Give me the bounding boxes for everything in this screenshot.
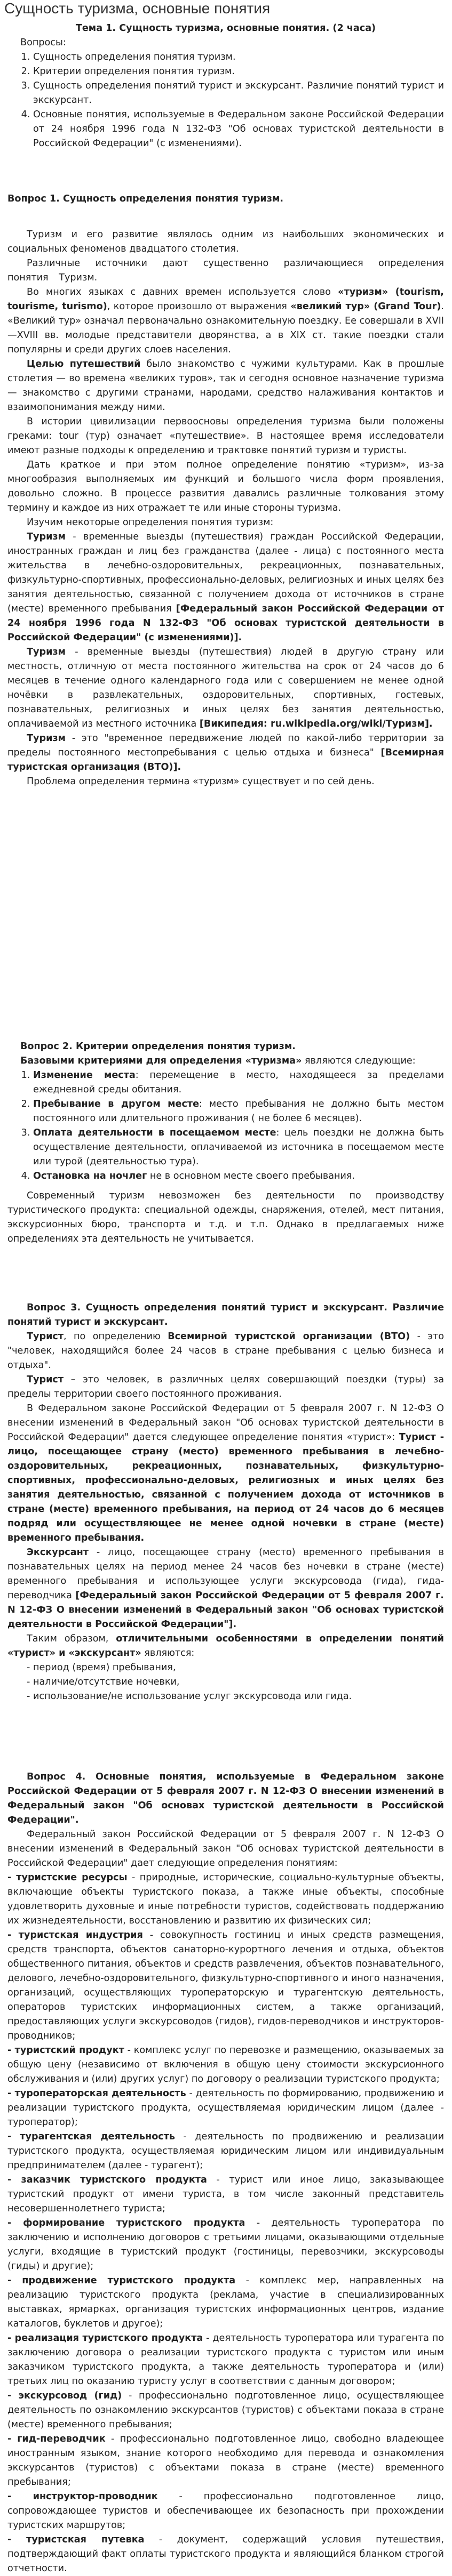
q1-paragraph: Во многих языках с давних времен используется слово «туризм» (tourism, tourisme, turismo), которое произошло от выражения «великий тур» (Grand Tour). «Великий тур» означал первоначально ознакомительную поездку. Ее совершали в XVII—XVIII вв. молодые представители дворянства, а в XIX ст. такие поездки стали популярны и среди других слоев населения.	[7, 287, 444, 355]
term-definition: - формирование туристского продукта - деятельность туроператора по заключению и исполнению договоров с третьими лицами, оказывающими отдельные услуги, входящие в туристский продукт (гостиницы, перевозчики, экскурсоводы (гиды) и другие);	[7, 2218, 444, 2272]
topic-section	[7, 21, 444, 151]
term-definition: - туроператорская деятельность - деятельность по формированию, продвижению и реализации туристского продукта, осуществляемая юридическим лицом (далее - туроператор);	[7, 2088, 444, 2128]
criteria-item: 4. Остановка на ночлег не в основном месте своего пребывания.	[33, 1169, 444, 1184]
question-item: 1. Сущность определения понятия туризм.	[33, 50, 444, 65]
q4-intro: Федеральный закон Российской Федерации от 5 февраля 2007 г. N 12-ФЗ О внесении изменений в Федеральный закон "Об основах туристской деятельности в Российской Федерации" дает следующие определения понятиям:	[7, 1829, 444, 1869]
question-item: 2. Критерии определения понятия туризм.	[33, 65, 444, 79]
q1-paragraph: Туризм и его развитие являлось одним из наибольших экономических и социальных феноменов двадцатого столетия.	[7, 229, 444, 254]
term-definition: - туристские ресурсы - природные, исторические, социально-культурные объекты, включающие объекты туристского показа, а также иные объекты, способные удовлетворить духовные и иные потребности туристов, содействовать поддержанию их жизнедеятельности, восстановлению и развитию их физических сил;	[7, 1872, 444, 1926]
criteria-item: 3. Оплата деятельности в посещаемом месте: цель поездки не должна быть осуществление деятельности, оплачиваемой из источника в посещаемом месте или турой (деятельностью тура).	[33, 1126, 444, 1169]
q1-section	[7, 192, 444, 789]
q1-paragraph: Целью путешествий было знакомство с чужими культурами. Как в прошлые столетия — во времена «великих туров», так и сегодня основное назначение туризма — знакомство с другими странами, народами, средство налаживания контактов и взаимопонимания между ними.	[7, 359, 444, 413]
questions-label: Вопросы:	[20, 37, 66, 48]
difference-item: - использование/не использование услуг экскурсовода или гида.	[27, 1691, 352, 1702]
term-definition: - продвижение туристского продукта - комплекс мер, направленных на реализацию туристского продукта (реклама, участие в специализированных выставках, ярмарках, организация туристских информационных центров, издание каталогов, буклетов и другое);	[7, 2275, 444, 2329]
q3-paragraph: Таким образом, отличительными особенностями в определении понятий «турист» и «экскурсант» являются:	[7, 1633, 444, 1659]
term-definition: - туристская путевка - документ, содержащий условия путешествия, подтверждающий факт оплаты туристского продукта и являющийся бланком строгой отчетности.	[7, 2534, 444, 2574]
difference-item: - период (время) пребывания,	[27, 1662, 176, 1673]
question-item: 4. Основные понятия, используемые в Федеральном законе Российской Федерации от 24 ноября 1996 года N 132-ФЗ "Об основах туристской деятельности в Российской Федерации" (с изменениями).	[33, 108, 444, 151]
q3-paragraph: Турист, по определению Всемирной туристской организации (ВТО) - это "человек, находящийся более 24 часов в стране пребывания с целью бизнеса и отдыха".	[7, 1331, 444, 1371]
q1-paragraph: Различные источники дают существенно различающиеся определения понятия Туризм.	[7, 258, 444, 283]
topic-heading: Тема 1. Сущность туризма, основные понятия. (2 часа)	[75, 23, 376, 34]
q2-intro: Базовыми критериями для определения «туризма» являются следующие:	[20, 1056, 416, 1066]
term-definition: - заказчик туристского продукта - турист или иное лицо, заказывающее туристский продукт от имени туриста, в том числе законный представитель несовершеннолетнего туриста;	[7, 2175, 444, 2214]
q1-paragraph: Проблема определения термина «туризм» существует и по сей день.	[27, 776, 375, 787]
term-definition: - реализация туристского продукта - деятельность туроператора или турагента по заключению договора о реализации туристского продукта с туристом или иным заказчиком туристского продукта, а также деятельность туроператора и (или) третьих лиц по оказанию туристу услуг в соответствии с данным договором;	[7, 2333, 444, 2387]
q3-paragraph: Турист – это человек, в различных целях совершающий поездки (туры) за пределы территории своего постоянного проживания.	[7, 1374, 444, 1399]
question-item: 3. Сущность определения понятий турист и экскурсант. Различие понятий турист и экскурсант.	[33, 79, 444, 108]
difference-item: - наличие/отсутствие ночевки,	[27, 1677, 180, 1687]
q1-paragraph: Изучим некоторые определения понятия туризм:	[27, 517, 274, 528]
page-title: Сущность туризма, основные понятия	[4, 0, 271, 17]
criteria-list	[7, 1068, 444, 1184]
q1-paragraph: В истории цивилизации первоосновы определения туризма были положены греками: tour (тур) означает «путешествие». В настоящее время исследователи имеют разные подходы к определению и трактовке понятий туризм и туристы.	[7, 416, 444, 456]
q1-paragraph: Дать краткое и при этом полное определение понятию «туризм», из-за многообразия выполняемых им функций и большого числа форм проявления, довольно сложно. В процессе развития давались различные толкования этому термину и каждое из них отражает те или иные стороны туризма.	[7, 460, 444, 513]
definition: Туризм - временные выезды (путешествия) людей в другую страну или местность, отличную от места постоянного жительства на срок от 24 часов до 6 месяцев в течение одного календарного года или с совершением не менее одной ночёвки в развлекательных, оздоровительных, спортивных, гостевых, познавательных, религиозных и иных целях без занятия деятельностью, оплачиваемой из местного источника [Википедия: ru.wikipedia.org/wiki/Туризм].	[7, 647, 444, 729]
q2-heading: Вопрос 2. Критерии определения понятия туризм.	[20, 1041, 296, 1052]
term-definition: - инструктор-проводник - профессионально подготовленное лицо, сопровождающее туристов и обеспечивающее их безопасность при прохождении туристских маршрутов;	[7, 2491, 444, 2531]
criteria-item: 2. Пребывание в другом месте: место пребывания не должно быть местом постоянного или длительного проживания ( не более 6 месяцев).	[33, 1097, 444, 1126]
q3-section	[7, 1301, 444, 1704]
q3-paragraph: Экскурсант - лицо, посещающее страну (место) временного пребывания в познавательных целях на период менее 24 часов без ночевки в стране (месте) временного пребывания и использующее услуги экскурсовода (гида), гида-переводчика [Федеральный закон Российской Федерации от 5 февраля 2007 г. N 12-ФЗ О внесении изменений в Федеральный закон "Об основах туристской деятельности в Российской Федерации"].	[7, 1547, 444, 1630]
q3-paragraph: В Федеральном законе Российской Федерации от 5 февраля 2007 г. N 12-ФЗ О внесении изменений в Федеральный закон "Об основах туристской деятельности в Российской Федерации" дается следующее определение понятия «турист»: Турист - лицо, посещающее страну (место) временного пребывания в лечебно-оздоровительных, рекреационных, познавательных, физкультурно-спортивных, профессионально-деловых, религиозных и иных целях без занятия деятельностью, связанной с получением дохода от источников в стране (месте) временного пребывания, на период от 24 часов до 6 месяцев подряд или осуществляющее не менее одной ночевки в стране (месте) временного пребывания.	[7, 1403, 444, 1543]
q4-section	[7, 1770, 444, 2576]
term-definition: - гид-переводчик - профессионально подготовленное лицо, свободно владеющее иностранным языком, знание которого необходимо для перевода и ознакомления экскурсантов (туристов) с объектами показа в стране (месте) временного пребывания;	[7, 2434, 444, 2488]
term-definition: - экскурсовод (гид) - профессионально подготовленное лицо, осуществляющее деятельность по ознакомлению экскурсантов (туристов) с объектами показа в стране (месте) временного пребывания;	[7, 2390, 444, 2430]
q4-heading: Вопрос 4. Основные понятия, используемые в Федеральном законе Российской Федерации от 5 февраля 2007 г. N 12-ФЗ О внесении изменений в Федеральный закон "Об основах туристской деятельности в Российской Федерации".	[7, 1772, 444, 1825]
criteria-item: 1. Изменение места: перемещение в место, находящееся за пределами ежедневной среды обитания.	[33, 1068, 444, 1097]
questions-list	[7, 50, 444, 151]
q1-heading: Вопрос 1. Сущность определения понятия туризм.	[7, 194, 284, 204]
term-definition: - туристский продукт - комплекс услуг по перевозке и размещению, оказываемых за общую цену (независимо от включения в общую цену стоимости экскурсионного обслуживания и (или) других услуг) по договору о реализации туристского продукта;	[7, 2045, 445, 2084]
q2-paragraph: Современный туризм невозможен без деятельности по производству туристического продукта: специальной одежды, снаряжения, отелей, мест питания, экскурсионных бюро, транспорта и т.д. и т.п. Однако в предлагаемых ниже определениях эта деятельность не учитывается.	[7, 1190, 444, 1244]
definition: Туризм - временные выезды (путешествия) граждан Российской Федерации, иностранных граждан и лиц без гражданства (далее - лица) с постоянного места жительства в лечебно-оздоровительных, рекреационных, познавательных, физкультурно-спортивных, профессионально-деловых, религиозных и иных целях без занятия деятельностью, связанной с получением дохода от источников в стране (месте) временного пребывания [Федеральный закон Российской Федерации от 24 ноября 1996 года N 132-ФЗ "Об основах туристской деятельности в Российской Федерации" (с изменениями)].	[7, 532, 444, 643]
q3-heading: Вопрос 3. Сущность определения понятий турист и экскурсант. Различие понятий турист и экскурсант.	[7, 1302, 444, 1327]
term-definition: - турагентская деятельность - деятельность по продвижению и реализации туристского продукта, осуществляемая юридическим лицом или индивидуальным предпринимателем (далее - турагент);	[7, 2131, 445, 2171]
definition: Туризм - это "временное передвижение людей по какой-либо территории за пределы постоянного местопребывания с целью отдыха и бизнеса" [Всемирная туристская организация (ВТО)].	[7, 733, 444, 772]
term-definition: - туристская индустрия - совокупность гостиниц и иных средств размещения, средств транспорта, объектов санаторно-курортного лечения и отдыха, объектов общественного питания, объектов и средств развлечения, объектов познавательного, делового, лечебно-оздоровительного, физкультурно-спортивного и иного назначения, организаций, осуществляющих туроператорскую и турагентскую деятельность, операторов туристских информационных систем, а также организаций, предоставляющих услуги экскурсоводов (гидов), гидов-переводчиков и инструкторов-проводников;	[7, 1930, 444, 2041]
q2-section	[7, 1040, 444, 1246]
